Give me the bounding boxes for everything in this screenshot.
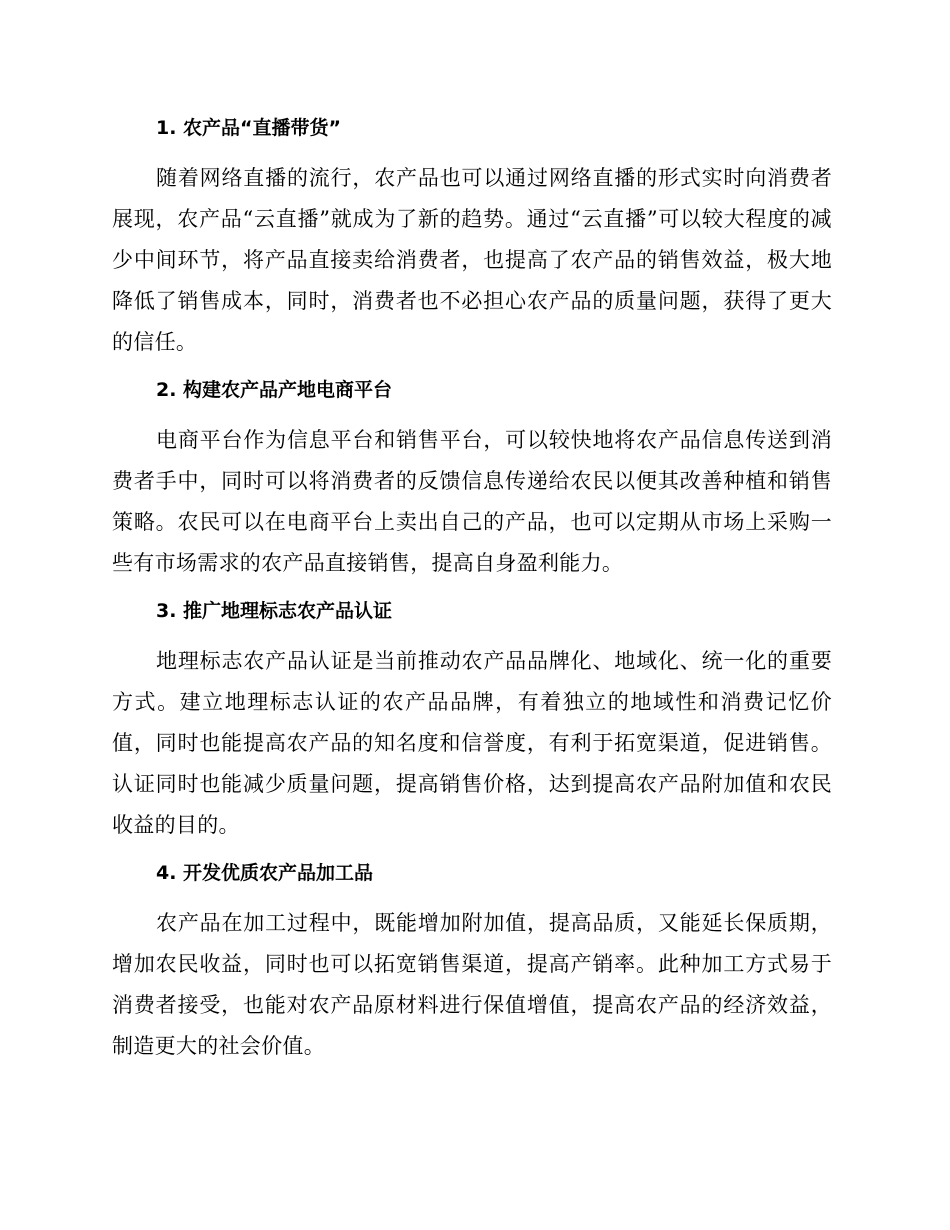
section-heading: 3. 推广地理标志农产品认证 bbox=[156, 600, 393, 622]
section-heading: 4. 开发优质农产品加工品 bbox=[156, 862, 374, 884]
section-paragraph: 地理标志农产品认证是当前推动农产品品牌化、地域化、统一化的重要方式。建立地理标志认证的农产品品牌，有着独立的地域性和消费记忆价值，同时也能提高农产品的知名度和信誉度，有利于拓宽渠道，促进销售。认证同时也能减少质量问题，提高销售价格，达到提高农产品附加值和农民收益的目的。 bbox=[112, 649, 832, 837]
section-paragraph: 电商平台作为信息平台和销售平台，可以较快地将农产品信息传送到消费者手中，同时可以将消费者的反馈信息传递给农民以便其改善种植和销售策略。农民可以在电商平台上卖出自己的产品，也可以定期从市场上采购一些有市场需求的农产品直接销售，提高自身盈利能力。 bbox=[112, 428, 832, 575]
section-heading: 1. 农产品“直播带货” bbox=[156, 117, 342, 139]
document-page bbox=[112, 108, 832, 1074]
section-heading: 2. 构建农产品产地电商平台 bbox=[156, 379, 393, 401]
section-live-streaming bbox=[112, 108, 832, 363]
section-geographic-indication bbox=[112, 591, 832, 846]
section-paragraph: 随着网络直播的流行，农产品也可以通过网络直播的形式实时向消费者展现，农产品“云直播”就成为了新的趋势。通过“云直播”可以较大程度的减少中间环节，将产品直接卖给消费者，也提高了农产品的销售效益，极大地降低了销售成本，同时，消费者也不必担心农产品的质量问题，获得了更大的信任。 bbox=[112, 166, 832, 354]
section-ecommerce-platform bbox=[112, 370, 832, 584]
section-paragraph: 农产品在加工过程中，既能增加附加值，提高品质，又能延长保质期，增加农民收益，同时也可以拓宽销售渠道，提高产销率。此种加工方式易于消费者接受，也能对农产品原材料进行保值增值，提高农产品的经济效益，制造更大的社会价值。 bbox=[112, 911, 832, 1058]
section-processed-products bbox=[112, 853, 832, 1067]
